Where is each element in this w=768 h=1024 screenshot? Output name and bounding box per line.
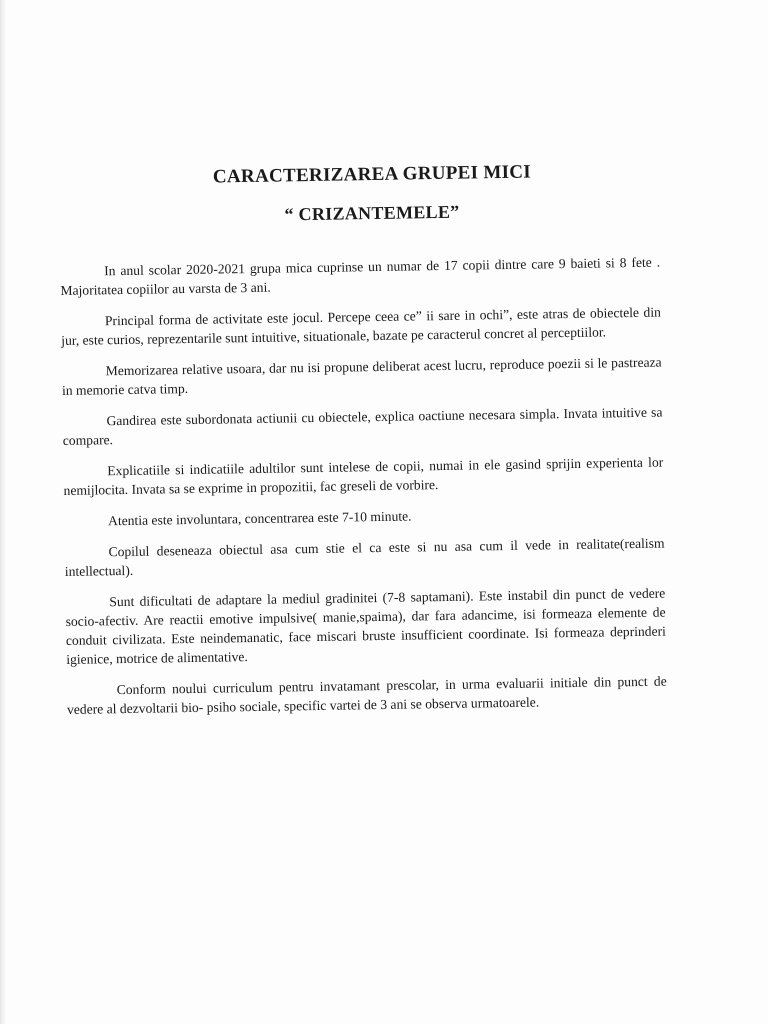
document-subtitle: “ CRIZANTEMELE” [284, 201, 460, 225]
paragraph-thinking: Gandirea este subordonata actiunii cu obiectele, explica oactiune necesara simpla. Invata intuitive sa compare. [62, 404, 663, 448]
paragraph-attention: Atentia este involuntara, concentrarea este 7-10 minute. [107, 508, 412, 529]
document-title: CARACTERIZAREA GRUPEI MICI [212, 161, 532, 188]
paragraph-drawing: Copilul deseneaza obiectul asa cum stie el ca este si nu asa cum il vede in realitate(realism intellectual). [64, 535, 665, 579]
paragraph-activity: Principal forma de activitate este jocul. Percepe ceea ce” ii sare in ochi”, este atras de obiectele din jur, este curios, reprezentarile sunt intuitive, situationale, bazate pe caracterul concret al perceptiilor. [61, 304, 661, 348]
paragraph-memory: Memorizarea relative usoara, dar nu isi propune deliberat acest lucru, reproduce poezii si le pastreaza in memorie catva timp. [61, 354, 662, 398]
paragraph-curriculum: Conform noului curriculum pentru invatamant prescolar, in urma evaluarii initiale din punct de vedere al dezvoltarii bio- psiho sociale, specific vartei de 3 ani se observa urmatoarele. [66, 673, 667, 717]
scan-edge [0, 0, 6, 1024]
paragraph-group-composition: In anul scolar 2020-2021 grupa mica cuprinse un numar de 17 copii dintre care 9 baieti si 8 fete . Majoritatea copiilor au varsta de 3 ani. [60, 254, 661, 298]
paragraph-adaptation: Sunt dificultati de adaptare la mediul gradinitei (7-8 saptamani). Este instabil din punct de vedere socio-afectiv. Are reactii emotive impulsive( manie,spaima), dar fara adancime, isi formeaza elemente de conduit civilizata. Este neindemanatic, face miscari bruste insufficient coordinate. Isi formeaza deprinderi igienice, motrice de alimentative. [65, 585, 666, 667]
document-body [60, 253, 667, 731]
paragraph-explanations: Explicatiile si indicatiile adultilor sunt intelese de copii, numai in ele gasind sprijin experienta lor nemijlocita. Invata sa se exprime in propozitii, fac greseli de vorbire. [63, 454, 664, 498]
